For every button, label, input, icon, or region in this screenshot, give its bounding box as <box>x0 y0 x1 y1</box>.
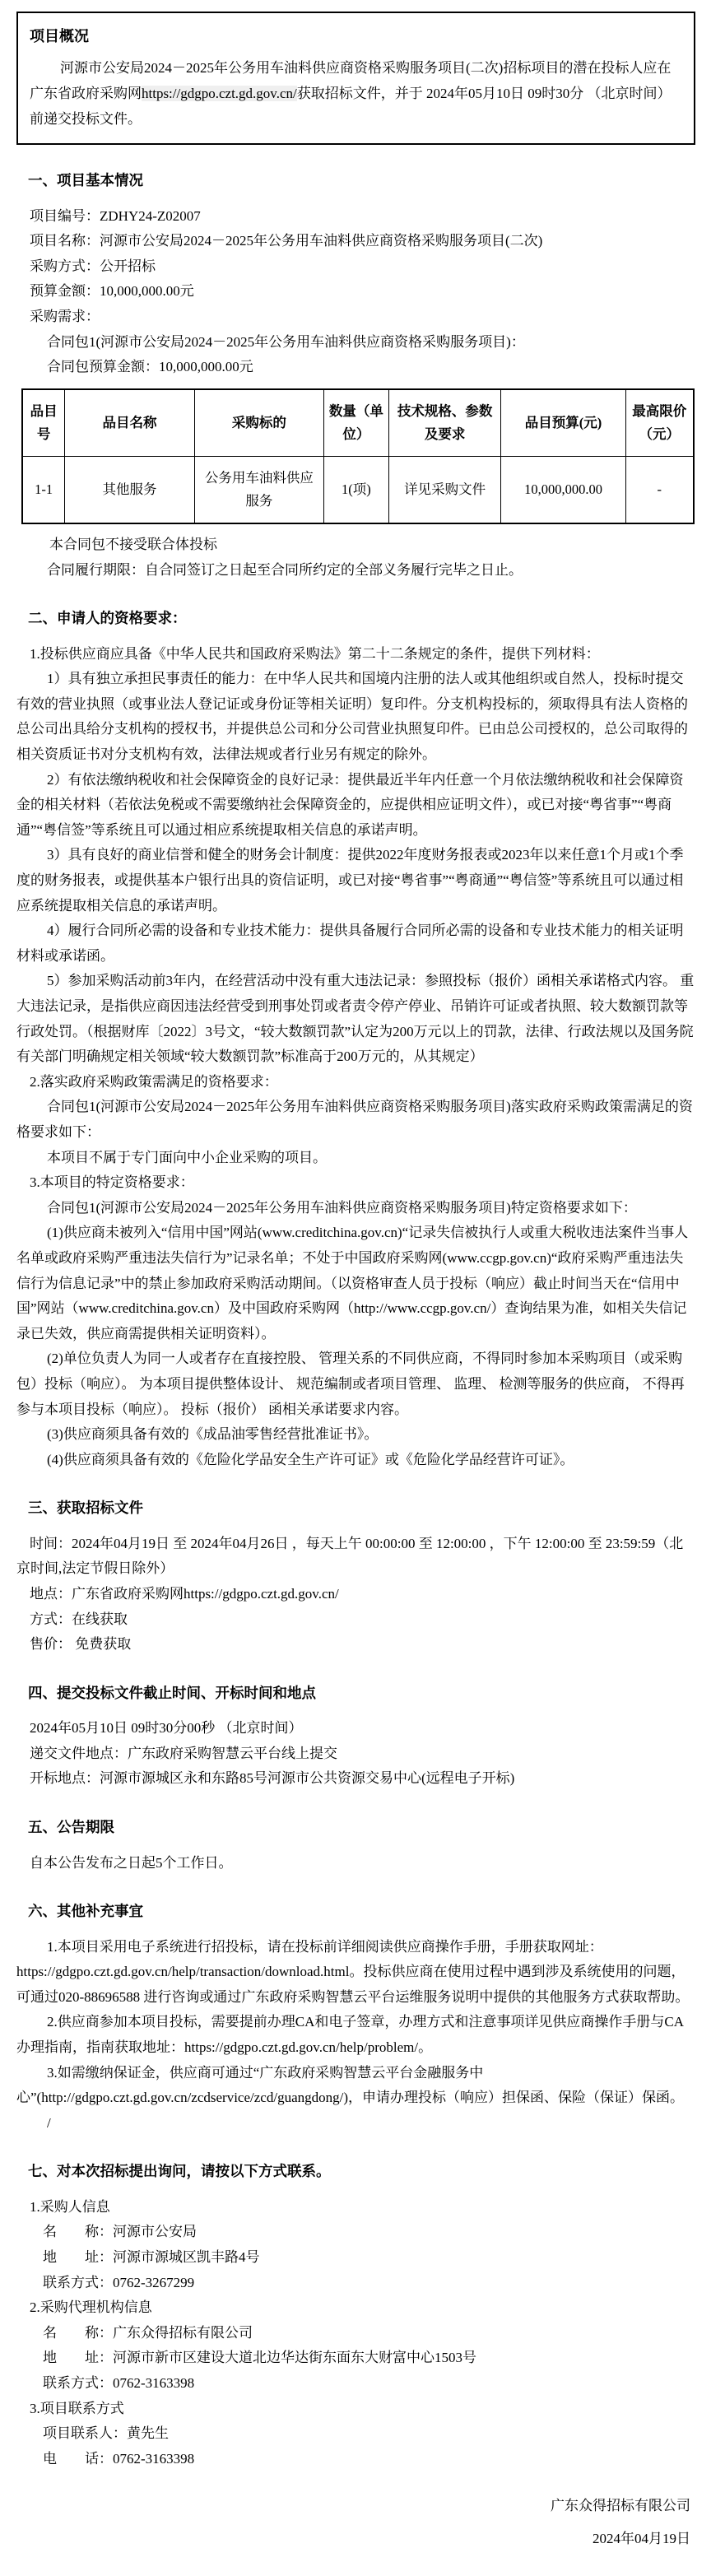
no-consortium-note: 本合同包不接受联合体投标 <box>49 537 217 553</box>
qualification-item: 4）履行合同所必需的设备和专业技术能力：提供具备履行合同所必需的设备和专业技术能力的相关证明材料或承诺函。 <box>16 923 684 964</box>
specific-qualification-item: (3)供应商须具备有效的《成品油零售经营批准证书》。 <box>47 1426 379 1443</box>
overview-intro-pre: 河源市公安局2024－2025年公务用车油料供应商资格采购服务项目(二次)招标项目的潜在投标人应在广东省政府采购网 <box>30 60 672 101</box>
specific-qualification-item: (4)供应商须具备有效的《危险化学品安全生产许可证》或《危险化学品经营许可证》。 <box>47 1451 574 1467</box>
procurement-demand-label: 采购需求： <box>30 309 100 325</box>
doc-obtain-time: 时间：2024年04月19日 至 2024年04月26日 ，每天上午 00:00:00 至 12:00:00 ，下午 12:00:00 至 23:59:59（北京时间,法定节假日除外） <box>16 1535 684 1577</box>
col-item-budget: 品目预算(元) <box>501 389 625 457</box>
doc-obtain-place: 地点：广东省政府采购网https://gdgpo.czt.gd.gov.cn/ <box>30 1585 339 1602</box>
bid-deadline-time: 2024年05月10日 09时30分00秒 （北京时间） <box>30 1720 303 1737</box>
qualification-item: 3）具有良好的商业信誉和健全的财务会计制度：提供2022年度财务报表或2023年以来任意1个月或1个季度的财务报表，或提供基本户银行出具的资信证明，或已对接“粤省事”“粤商通”“粤信签”等系统且可以通过相应系统提取相关信息的承诺声明。 <box>16 847 684 914</box>
budget-amount: 预算金额：10,000,000.00元 <box>30 283 194 300</box>
project-name: 项目名称：河源市公安局2024－2025年公务用车油料供应商资格采购服务项目(二次) <box>30 233 543 249</box>
col-max-price: 最高限价（元） <box>625 389 694 457</box>
section-1-heading: 一、项目基本情况 <box>28 172 143 189</box>
project-contact-label: 3.项目联系方式 <box>30 2400 124 2416</box>
qualification-item: 5）参加采购活动前3年内，在经营活动中没有重大违法记录：参照投标（报价）函相关承诺格式内容。 重大违法记录，是指供应商因违法经营受到刑事处罚或者责令停产停业、吊销许可证或者执照、较大数额罚款等行政处罚。（根据财库〔2022〕3号文，“较大数额罚款”认定为200万元以上的罚款，法律、行政法规以及国务院有关部门明确规定相关领域“较大数额罚款”标准高于200万元的，从其规定） <box>16 973 695 1065</box>
purchaser-info-label: 1.采购人信息 <box>30 2198 110 2215</box>
supplement-item: 2.供应商参加本项目投标，需要提前办理CA和电子签章，办理方式和注意事项详见供应商操作手册与CA办理指南，指南获取地址：https://gdgpo.czt.gd.gov.cn/help/problem/。 <box>16 2014 684 2056</box>
purchaser-name: 名 称：河源市公安局 <box>43 2224 197 2240</box>
not-sme-project-note: 本项目不属于专门面向中小企业采购的项目。 <box>47 1149 327 1165</box>
overview-heading: 项目概况 <box>30 28 89 44</box>
cell-item-no: 1-1 <box>22 456 65 523</box>
cell-quantity: 1(项) <box>324 456 389 523</box>
qualification-item: 2）有依法缴纳税收和社会保障资金的良好记录：提供最近半年内任意一个月依法缴纳税收和社会保障资金的相关材料（若依法免税或不需要缴纳社会保障资金的，应提供相应证明文件），或已对接“粤省事”“粤商通”“粤信签”等系统且可以通过相应系统提取相关信息的承诺声明。 <box>16 771 684 838</box>
doc-obtain-method: 方式：在线获取 <box>30 1611 128 1627</box>
section-6-heading: 六、其他补充事宜 <box>28 1903 143 1920</box>
cell-item-name: 其他服务 <box>65 456 194 523</box>
project-contact-phone: 电 话：0762-3163398 <box>43 2450 195 2467</box>
contract-period-note: 合同履行期限：自合同签订之日起至合同所约定的全部义务履行完毕之日止。 <box>47 561 523 578</box>
supplement-item: 3.如需缴纳保证金，供应商可通过“广东政府采购智慧云平台金融服务中心”(http://gdgpo.czt.gd.gov.cn/zcdservice/zcd/guangdong/)，申请办理投标（响应）担保函、保险（保证）保函。 <box>16 2064 684 2106</box>
purchaser-address: 地 址：河源市源城区凯丰路4号 <box>43 2249 260 2266</box>
items-table <box>21 388 695 524</box>
project-contact-person: 项目联系人：黄先生 <box>43 2425 169 2442</box>
section-2-heading: 二、申请人的资格要求： <box>28 610 187 627</box>
col-item-name: 品目名称 <box>65 389 194 457</box>
section-4-heading: 四、提交投标文件截止时间、开标时间和地点 <box>28 1684 316 1701</box>
agency-address: 地 址：河源市新市区建设大道北边华达街东面东大财富中心1503号 <box>43 2350 476 2366</box>
supplement-item: 1.本项目采用电子系统进行招投标，请在投标前详细阅读供应商操作手册，手册获取网址：https://gdgpo.czt.gd.gov.cn/help/transaction/download.html。投标供应商在使用过程中遇到涉及系统使用的问题，可通过020-88696588 进行咨询或通过广东政府采购智慧云平台运维服务说明中提供的其他服务方式获取帮助。 <box>16 1938 690 2005</box>
cell-procurement-target: 公务用车油料供应服务 <box>194 456 323 523</box>
announcement-period: 自本公告发布之日起5个工作日。 <box>30 1854 233 1871</box>
table-row <box>22 456 694 523</box>
policy-qualification-package: 合同包1(河源市公安局2024－2025年公务用车油料供应商资格采购服务项目)落实政府采购政策需满足的资格要求如下： <box>16 1099 693 1140</box>
contract-package-budget: 合同包预算金额：10,000,000.00元 <box>47 359 253 375</box>
section-3-heading: 三、获取招标文件 <box>28 1500 143 1517</box>
bid-submit-place: 递交文件地点：广东政府采购智慧云平台线上提交 <box>30 1745 337 1761</box>
col-quantity: 数量（单位） <box>324 389 389 457</box>
overview-intro <box>30 56 681 132</box>
col-tech-spec: 技术规格、参数及要求 <box>388 389 501 457</box>
policy-qualification-label: 2.落实政府采购政策需满足的资格要求： <box>30 1073 278 1090</box>
specific-qualification-item: (2)单位负责人为同一人或者存在直接控股、 管理关系的不同供应商，不得同时参加本采购项目（或采购包）投标（响应）。 为本项目提供整体设计、 规范编制或者项目管理、 监理、 检测等服务的供应商， 不得再参与本项目投标（响应）。 投标（报价） 函相关承诺要求内容。 <box>16 1351 685 1417</box>
agency-name: 名 称：广东众得招标有限公司 <box>43 2324 253 2341</box>
specific-qualification-label: 3.本项目的特定资格要求： <box>30 1174 194 1191</box>
qualification-item: 1）具有独立承担民事责任的能力：在中华人民共和国境内注册的法人或其他组织或自然人，投标时提交有效的营业执照（或事业法人登记证或身份证等相关证明）复印件。分支机构投标的，须取得具有法人资格的总公司出具给分支机构的授权书，并提供总公司和分公司营业执照复印件。已由总公司授权的，总公司取得的相关资质证书对分支机构有效，法律法规或者行业另有规定的除外。 <box>16 671 688 763</box>
doc-obtain-price: 售价： 免费获取 <box>30 1636 132 1653</box>
contract-package-line: 合同包1(河源市公安局2024－2025年公务用车油料供应商资格采购服务项目)： <box>47 333 525 350</box>
agency-info-label: 2.采购代理机构信息 <box>30 2299 152 2316</box>
procurement-site-url: https://gdgpo.czt.gd.gov.cn/ <box>142 85 297 101</box>
section-7-heading: 七、对本次招标提出询问，请按以下方式联系。 <box>28 2163 331 2180</box>
signature-block <box>16 2490 695 2554</box>
col-procurement-target: 采购标的 <box>194 389 323 457</box>
items-table-wrapper <box>21 388 695 524</box>
cell-max-price: - <box>625 456 694 523</box>
signature-date: 2024年04月19日 <box>593 2530 690 2546</box>
section-5-heading: 五、公告期限 <box>28 1819 114 1836</box>
overview-intro-post: 获取招标文件，并于 2024年05月10日 09时30分 （北京时间）前递交投标文件。 <box>30 85 672 127</box>
qualification-item: 1.投标供应商应具备《中华人民共和国政府采购法》第二十二条规定的条件，提供下列材料： <box>30 645 600 662</box>
cell-tech-spec: 详见采购文件 <box>388 456 501 523</box>
project-number: 项目编号：ZDHY24-Z02007 <box>30 207 201 224</box>
project-overview-box <box>16 12 695 145</box>
signature-company: 广东众得招标有限公司 <box>551 2498 690 2514</box>
cell-item-budget: 10,000,000.00 <box>501 456 625 523</box>
specific-qualification-package: 合同包1(河源市公安局2024－2025年公务用车油料供应商资格采购服务项目)特定资格要求如下： <box>47 1199 637 1216</box>
agency-contact: 联系方式：0762-3163398 <box>43 2375 195 2392</box>
specific-qualification-item: (1)供应商未被列入“信用中国”网站(www.creditchina.gov.cn)“记录失信被执行人或重大税收违法案件当事人名单或政府采购严重违法失信行为”记录名单；不处于中国政府采购网(www.ccgp.gov.cn)“政府采购严重违法失信行为信息记录”中的禁止参加政府采购活动期间。（以资格审查人员于投标（响应）截止时间当天在“信用中国”网站（www.creditchina.gov.cn）及中国政府采购网（http://www.ccgp.gov.cn/）查询结果为准，如相关失信记录已失效，供应商需提供相关证明资料）。 <box>16 1225 689 1341</box>
bid-open-place: 开标地点：河源市源城区永和东路85号河源市公共资源交易中心(远程电子开标) <box>30 1770 515 1787</box>
col-item-no: 品目号 <box>22 389 65 457</box>
procurement-method: 采购方式：公开招标 <box>30 258 156 274</box>
supplement-slash: / <box>47 2114 51 2131</box>
table-header-row <box>22 389 694 457</box>
purchaser-contact: 联系方式：0762-3267299 <box>43 2274 195 2290</box>
